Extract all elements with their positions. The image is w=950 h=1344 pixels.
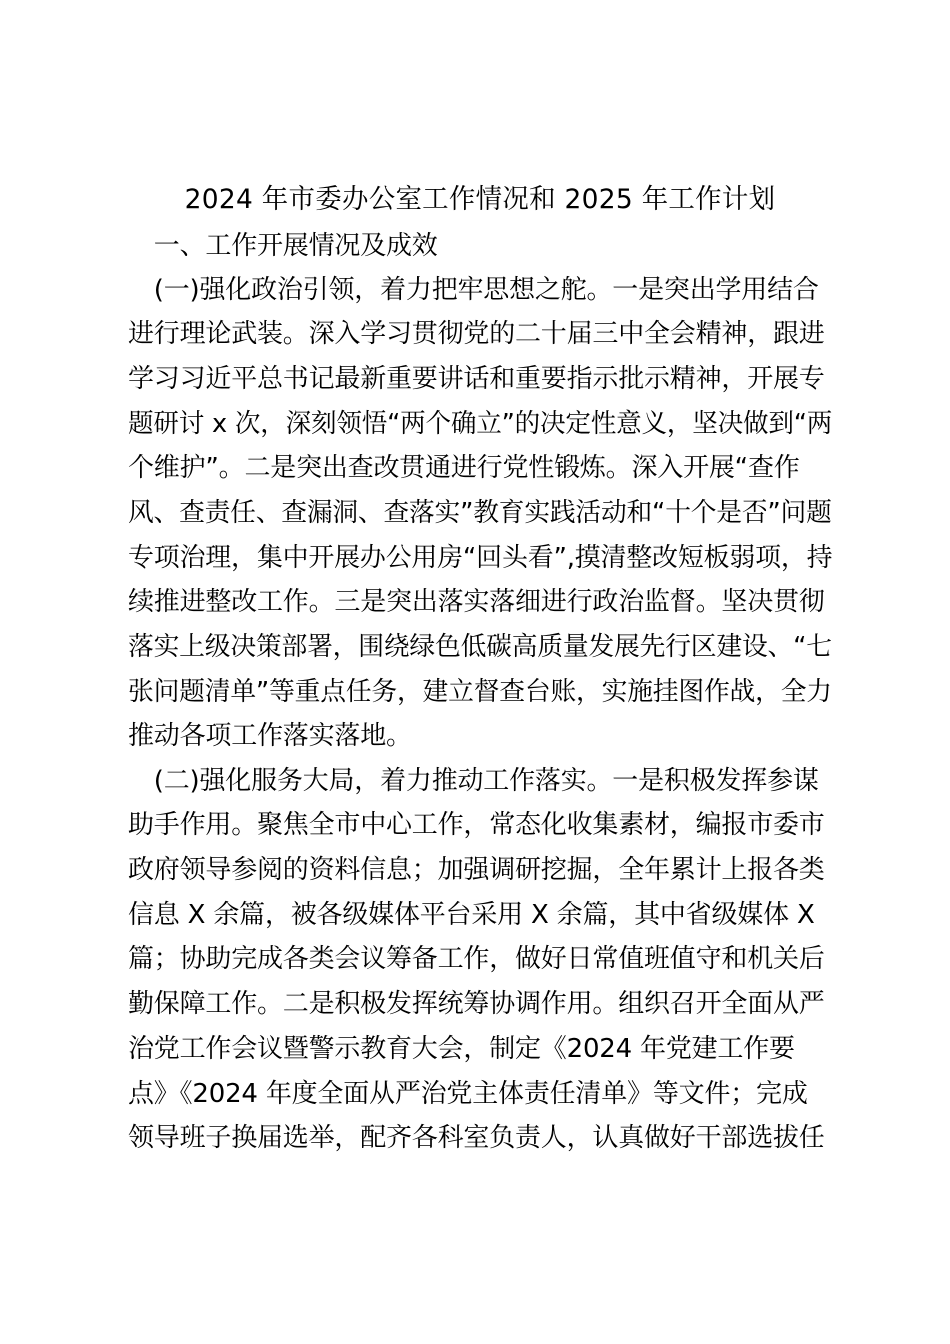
paragraph-line: 题研讨 x 次，深刻领悟“两个确立”的决定性意义，坚决做到“两 — [128, 409, 833, 439]
document-title: 2024 年市委办公室工作情况和 2025 年工作计划 — [184, 184, 776, 215]
paragraph-line: 助手作用。聚焦全市中心工作，常态化收集素材，编报市委市 — [128, 810, 825, 840]
paragraph-line: 学习习近平总书记最新重要讲话和重要指示批示精神，开展专 — [128, 364, 825, 394]
paragraph-line: 专项治理，集中开展办公用房“回头看”,摸清整改短板弱项，持 — [128, 543, 833, 573]
paragraph-line: (一)强化政治引领，着力把牢思想之舵。一是突出学用结合 — [128, 275, 819, 305]
paragraph-line: 政府领导参阅的资料信息；加强调研挖掘，全年累计上报各类 — [128, 855, 825, 885]
paragraph-line: 点》《2024 年度全面从严治党主体责任清单》等文件；完成 — [128, 1079, 808, 1109]
paragraph-line: 续推进整改工作。三是突出落实落细进行政治监督。坚决贯彻 — [128, 587, 825, 617]
paragraph-line: 勤保障工作。二是积极发挥统筹协调作用。组织召开全面从严 — [128, 989, 825, 1019]
paragraph-line: 进行理论武装。深入学习贯彻党的二十届三中全会精神，跟进 — [128, 319, 825, 349]
paragraph-line: (二)强化服务大局，着力推动工作落实。一是积极发挥参谋 — [128, 766, 819, 796]
paragraph-line: 推动各项工作落实落地。 — [128, 721, 412, 751]
paragraph-line: 治党工作会议暨警示教育大会，制定《2024 年党建工作要 — [128, 1034, 795, 1064]
paragraph-line: 个维护”。二是突出查改贯通进行党性锻炼。深入开展“查作 — [128, 453, 800, 483]
paragraph-line: 领导班子换届选举，配齐各科室负责人，认真做好干部选拔任 — [128, 1123, 825, 1153]
paragraph-line: 落实上级决策部署，围绕绿色低碳高质量发展先行区建设、“七 — [128, 632, 832, 662]
paragraph-line: 张问题清单”等重点任务，建立督查台账，实施挂图作战，全力 — [128, 677, 832, 707]
section-heading: 一、工作开展情况及成效 — [128, 231, 438, 261]
paragraph-line: 信息 X 余篇，被各级媒体平台采用 X 余篇，其中省级媒体 X — [128, 900, 815, 930]
paragraph-line: 篇；协助完成各类会议筹备工作，做好日常值班值守和机关后 — [128, 944, 825, 974]
paragraph-line: 风、查责任、查漏洞、查落实”教育实践活动和“十个是否”问题 — [128, 498, 832, 528]
